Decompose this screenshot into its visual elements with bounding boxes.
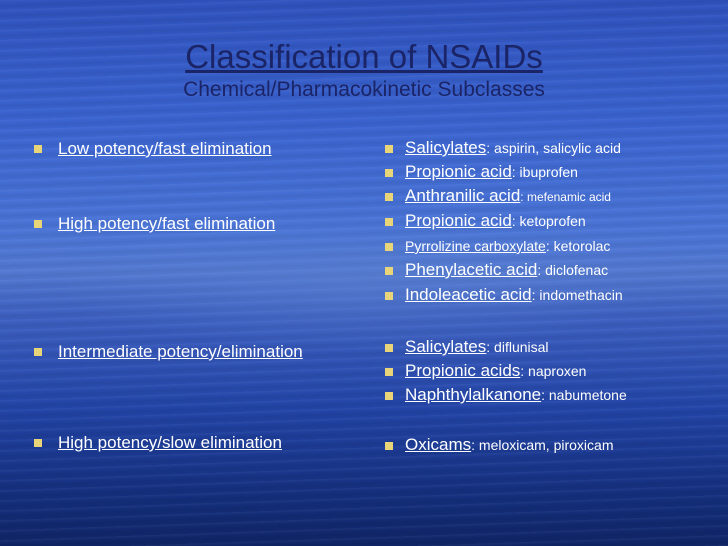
right-item (405, 186, 611, 207)
bullet-icon (385, 368, 393, 376)
drug-class: Anthranilic acid (405, 186, 521, 205)
drug-examples: : diclofenac (537, 262, 609, 278)
bullet-icon (385, 193, 393, 201)
drug-class: Salicylates (405, 337, 487, 356)
slide-title: Classification of NSAIDs (185, 38, 543, 75)
drug-class: Salicylates (405, 138, 487, 157)
drug-examples: : meloxicam, piroxicam (471, 437, 614, 453)
bullet-icon (34, 348, 42, 356)
bullet-icon (385, 344, 393, 352)
drug-examples: : aspirin, salicylic acid (486, 140, 621, 156)
right-item (405, 211, 586, 231)
bullet-icon (385, 267, 393, 275)
drug-examples: : indomethacin (531, 287, 623, 303)
drug-class: Oxicams (405, 435, 472, 454)
drug-class: Propionic acid (405, 211, 512, 230)
drug-examples: : mefenamic acid (520, 190, 611, 204)
right-item (405, 435, 614, 455)
drug-class: Pyrrolizine carboxylate (405, 238, 546, 254)
right-item (405, 337, 549, 357)
left-item: High potency/fast elimination (58, 214, 276, 233)
right-item (405, 385, 627, 405)
right-item (405, 236, 610, 256)
bullet-icon (385, 243, 393, 251)
drug-class: Propionic acids (405, 361, 521, 380)
bullet-icon (385, 145, 393, 153)
right-item (405, 260, 608, 280)
bullet-icon (34, 439, 42, 447)
drug-examples: : ketorolac (545, 238, 611, 254)
slide-subtitle: Chemical/Pharmacokinetic Subclasses (183, 78, 545, 101)
drug-examples: : nabumetone (541, 387, 627, 403)
drug-class: Phenylacetic acid (405, 260, 538, 279)
left-item: Low potency/fast elimination (58, 139, 272, 158)
drug-class: Naphthylalkanone (405, 385, 542, 404)
bullet-icon (385, 169, 393, 177)
bullet-icon (34, 220, 42, 228)
drug-examples: : diflunisal (486, 339, 549, 355)
drug-examples: : ketoprofen (511, 213, 586, 229)
bullet-icon (385, 442, 393, 450)
left-item: High potency/slow elimination (58, 433, 282, 452)
left-item: Intermediate potency/elimination (58, 342, 303, 361)
bullet-icon (385, 218, 393, 226)
right-item (405, 361, 586, 381)
bullet-icon (385, 392, 393, 400)
bullet-icon (385, 292, 393, 300)
drug-examples: : ibuprofen (511, 164, 578, 180)
bullet-icon (34, 145, 42, 153)
drug-examples: : naproxen (520, 363, 587, 379)
right-item (405, 285, 623, 305)
drug-class: Propionic acid (405, 162, 512, 181)
right-item (405, 138, 621, 158)
drug-class: Indoleacetic acid (405, 285, 532, 304)
right-item (405, 162, 578, 182)
